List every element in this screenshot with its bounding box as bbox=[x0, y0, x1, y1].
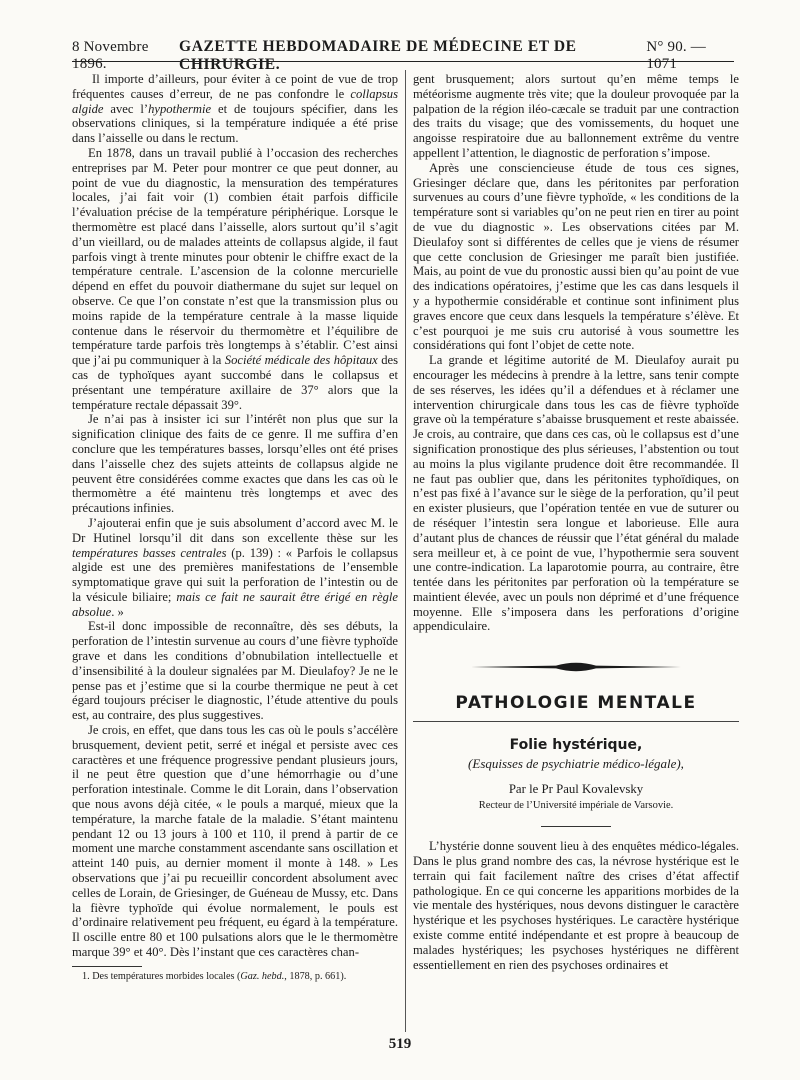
paragraph: Après une consciencieuse étude de tous ces signes, Griesinger déclare que, dans les péritonites par perforation survenues au cours d’une fièvre typhoïde, « les conditions de la température sont si variables qu’on ne peut rien en tirer au point de vue du diagnostic ». Les observations citées par M. Dieulafoy sont si différentes de celles que je viens de résumer que cette conclusion de Griesinger me paraît bien justifiée. Mais, au point de vue du pronostic aussi bien qu’au point de vue des indications opératoires, j’estime que les cas dans lesquels il y a hypothermie considérable et continue sont infiniment plus graves encore que ceux dans lesquels la température s’élève. Et c’est pourquoi je me suis cru autorisé à vous soumettre les considérations qui font l’objet de cette note. bbox=[413, 160, 739, 353]
page-number: 519 bbox=[388, 1036, 412, 1052]
author-byline: Par le Pr Paul Kovalevsky bbox=[508, 781, 644, 796]
paragraph: Il importe d’ailleurs, pour éviter à ce point de vue de trop fréquentes causes d’erreur, de ne pas confondre le collapsus algide avec l’hypothermie et de toujours spécifier, dans les observations cliniques, si la température indiquée a été prise dans l’aisselle ou dans le rectum. bbox=[72, 72, 399, 146]
article-title: Folie hystérique, bbox=[509, 737, 643, 754]
issue-date: 8 Novembre 1896. bbox=[72, 39, 149, 72]
section-rule bbox=[413, 721, 739, 722]
footnote-rule bbox=[72, 966, 142, 967]
paragraph: gent brusquement; alors surtout qu’en même temps le météorisme augmente très vite; que la douleur provoquée par la palpation de la région iléo-cæcale se traduit par une contraction des traits du visage; que des vomissements, du hoquet une angoisse respiratoire due au ballonnement extrême du ventre appellent l’attention, le diagnostic de perforation s’impose. bbox=[413, 72, 739, 160]
page-header bbox=[72, 38, 734, 74]
paragraph: Je n’ai pas à insister ici sur l’intérêt non plus que sur la signification clinique des faits de ce genre. Il me suffira d’en conclure que les températures basses, lorsqu’elles ont été prises dans l’aisselle chez des sujets atteints de collapsus algide ne peuvent être considérées comme exactes que dans les cas où le thermomètre a été maintenu très longtemps et avec des précautions infinies. bbox=[72, 412, 398, 516]
paragraph: En 1878, dans un travail publié à l’occasion des recherches entreprises par M. Peter pour montrer ce que peut donner, au point de vue du diagnostic, la mensuration des températures locales, j’ai fait voir (1) combien était parfois difficile l’évaluation précise de la température périphérique. Lorsque le thermomètre est placé dans l’aisselle, alors surtout qu’il s’agit d’un vieillard, ou de malades atteints de collapsus algide, il faut parfois vingt à trente minutes pour obtenir le chiffre exact de la température centrale. L’ascension de la colonne mercurielle dépend en effet du pouvoir diathermane du sujet sur lequel on observe. Ce que l’on constate n’est que la transmission plus ou moins rapide de la température centrale à la masse liquide contenue dans le réservoir du thermomètre et l’équilibre de température tarde parfois très longtemps à s’établir. C’est ainsi que j’ai pu communiquer à la Société médicale des hôpitaux des cas de typhoïques ayant succombé dans le collapsus et présentant une température axillaire de 37° alors que la température rectale dépassait 39°. bbox=[72, 145, 399, 412]
article-rule bbox=[541, 826, 611, 827]
footnote: 1. Des températures morbides locales (Gaz. hebd., 1878, p. 661). bbox=[82, 970, 347, 982]
section-title: PATHOLOGIE MENTALE bbox=[455, 693, 697, 714]
right-column bbox=[413, 72, 739, 972]
issue-number: N° 90. — 1071 bbox=[646, 39, 706, 72]
paragraph: La grande et légitime autorité de M. Dieulafoy aurait pu encourager les médecins à prendre à la lettre, sans tenir compte de ses réserves, les idées qu’il a défendues et à réclamer une intervention chirurgicale dans tous les cas de fièvre typhoïde grave où la température s’abaisse brusquement et reste abaissée. Je crois, au contraire, que dans ces cas, où le collapsus est d’une signification pronostique des plus sérieuses, l’abstention ou tout au moins la plus vigilante prudence doit être recommandée. Il ne faut pas oublier que, dans les péritonites typhoïdiques, on n’est pas fixé à l’avance sur le siège de la perforation, qu’il peut en exister plusieurs, que l’opération tentée en vue de suturer ou de réséquer l’intestin sera longue et laborieuse. Elle aura d’autant plus de chances de réussir que l’état général du malade sera meilleur et, à ce point de vue, l’hypothermie sera souvent une contre-indication. La laparotomie pourra, au contraire, être tentée dans les péritonites par perforation où la température se maintient élevée, avec un pouls non déprimé et d’une fréquence moyenne. Elle s’imposera dans les perforations d’origine appendiculaire. bbox=[413, 353, 739, 634]
ornament-rule-icon bbox=[471, 660, 681, 674]
paragraph: L’hystérie donne souvent lieu à des enquêtes médico-légales. Dans le plus grand nombre des cas, la névrose hystérique est le terrain qui fait facilement naître des crises d’état affectif pathologique. En ce qui concerne les apparitions morbides de la vie mentale des hystériques, nous devons distinguer le caractère hystérique et les psychoses hystériques. Le caractère hystérique existe comme entité indépendante et est propre à beaucoup de malades hystériques; les psychoses hystériques ne diffèrent essentiellement en rien des psychoses ordinaires et bbox=[413, 839, 739, 972]
column-divider bbox=[405, 70, 406, 1032]
author-affiliation: Recteur de l’Université impériale de Varsovie. bbox=[478, 800, 674, 812]
paragraph: Est-il donc impossible de reconnaître, dès ses débuts, la perforation de l’intestin survenue au cours d’une fièvre typhoïde grave et dans les conditions d’obnubilation intellectuelle et d’insensibilité à la douleur signalées par M. Dieulafoy? Je ne le pense pas et j’estime que si la courbe thermique ne peut à cet égard toujours préciser le diagnostic, l’étude attentive du pouls est, au contraire, des plus suggestives. bbox=[72, 619, 398, 723]
header-rule bbox=[72, 61, 734, 62]
article-subtitle: (Esquisses de psychiatrie médico-légale), bbox=[468, 755, 684, 771]
journal-title: GAZETTE HEBDOMADAIRE DE MÉDECINE ET DE CHIRURGIE. bbox=[179, 38, 577, 73]
ornament-divider bbox=[413, 656, 739, 678]
left-column bbox=[72, 72, 398, 983]
paragraph: Je crois, en effet, que dans tous les cas où le pouls s’accélère brusquement, devient petit, serré et inégal et persiste avec ces caractères et une fréquence progressive pendant plusieurs jours, il ne peut être question que d’une hémorrhagie ou d’une perforation intestinale. Comme le dit Lorain, dans l’observation que nous avons déjà citée, « le pouls a marqué, mieux que la température, la marche fatale de la maladie. S’étant maintenu pendant 12 ou 13 jours à 100 et 110, il prend à partir de ce moment une marche constamment ascendante sans oscillation et atteint 140 puis, au dernier moment il monte à 148. » Les observations que j’ai pu recueillir concordent absolument avec celles de Lorain, de Griesinger, de Guéneau de Mussy, etc. Dans la fièvre typhoïde qui évolue normalement, le pouls est d’ordinaire relativement peu fréquent, eu égard à la température. Il oscille entre 80 et 100 pulsations alors que le le thermomètre marque 39° et 40°. Dès l’instant que ces caractères chan- bbox=[72, 723, 398, 960]
paragraph: J’ajouterai enfin que je suis absolument d’accord avec M. le Dr Hutinel lorsqu’il dit dans son excellente thèse sur les températures basses centrales (p. 139) : « Parfois le collapsus algide est une des premières manifestations de l’ensemble symptomatique grave qui suit la perforation de l’intestin ou de la vésicule biliaire; mais ce fait ne saurait être érigé en règle absolue. » bbox=[72, 515, 399, 619]
